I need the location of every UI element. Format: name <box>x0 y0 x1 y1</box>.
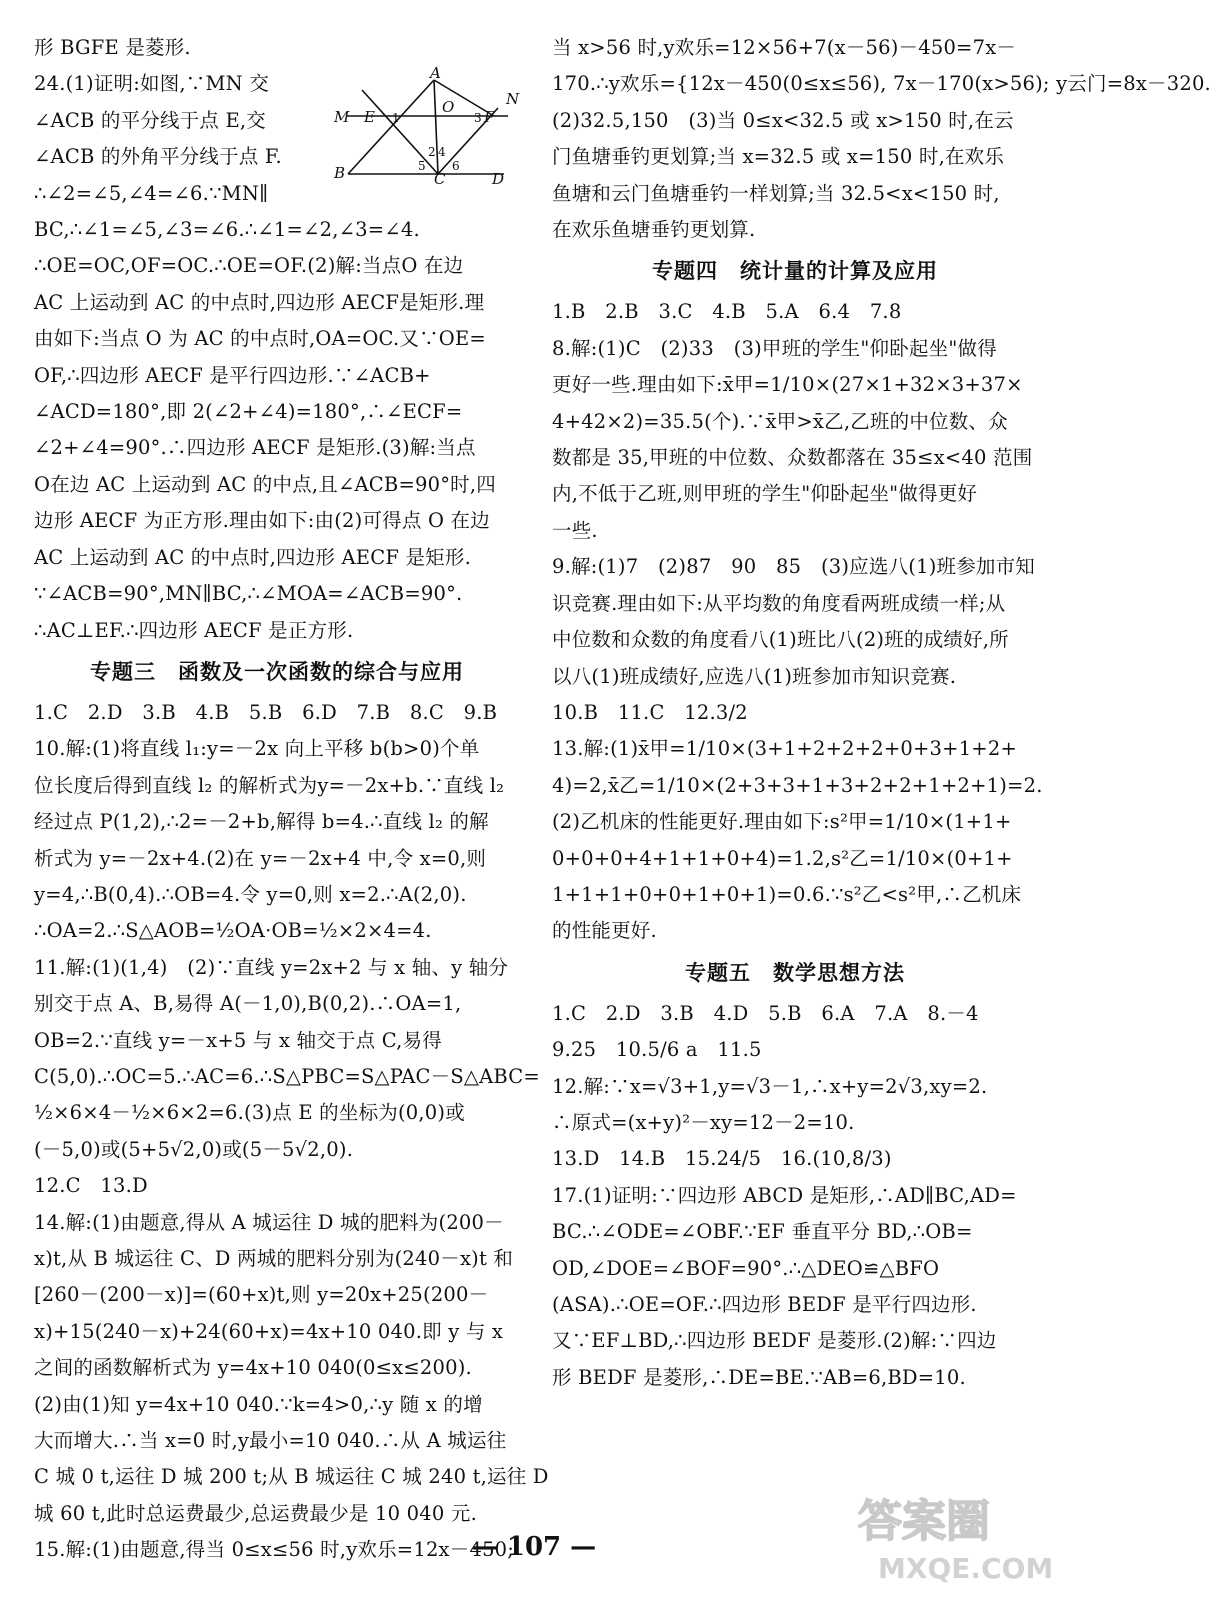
text-line: 13.D 14.B 15.24/5 16.(10,8/3) <box>552 1147 892 1171</box>
text-line: 析式为 y=－2x+4.(2)在 y=－2x+4 中,令 x=0,则 <box>34 846 487 870</box>
figure-label: F <box>484 108 495 126</box>
text-line: AC 上运动到 AC 的中点时,四边形 AECF 是矩形. <box>34 545 471 569</box>
text-line: (2)乙机床的性能更好.理由如下:s²甲=1/10×(1+1+ <box>552 810 1012 834</box>
figure-label: 6 <box>452 159 460 173</box>
text-line: ∠ACB 的平分线于点 E,交 <box>34 108 267 132</box>
text-line: 中位数和众数的角度看八(1)班比八(2)班的成绩好,所 <box>552 628 1009 652</box>
text-line: OB=2.∵直线 y=－x+5 与 x 轴交于点 C,易得 <box>34 1028 442 1052</box>
text-line: 0+0+0+4+1+1+0+4)=1.2,s²乙=1/10×(0+1+ <box>552 846 1013 870</box>
text-line: 9.解:(1)7 (2)87 90 85 (3)应选八(1)班参加市知 <box>552 555 1036 579</box>
text-line: 内,不低于乙班,则甲班的学生"仰卧起坐"做得更好 <box>552 482 978 506</box>
figure-label: 4 <box>438 145 446 159</box>
watermark-logo <box>850 1478 1054 1588</box>
text-line: ∠ACB 的外角平分线于点 F. <box>34 145 282 169</box>
figure-label: D <box>492 170 505 188</box>
text-line: ½×6×4－½×6×2=6.(3)点 E 的坐标为(0,0)或 <box>34 1101 465 1125</box>
text-line: 1.C 2.D 3.B 4.B 5.B 6.D 7.B 8.C 9.B <box>34 700 498 724</box>
text-line: ∴AC⊥EF.∴四边形 AECF 是正方形. <box>34 618 354 642</box>
text-line: ∴∠2=∠5,∠4=∠6.∵MN∥ <box>34 181 269 205</box>
text-line: 位长度后得到直线 l₂ 的解析式为y=－2x+b.∵直线 l₂ <box>34 773 505 797</box>
line-ac <box>434 80 438 174</box>
text-line: 4)=2,x̄乙=1/10×(2+3+3+1+3+2+2+1+2+1)=2. <box>552 773 1043 797</box>
text-line: 经过点 P(1,2),∴2=－2+b,解得 b=4.∴直线 l₂ 的解 <box>34 810 489 834</box>
text-line: O在边 AC 上运动到 AC 的中点,且∠ACB=90°时,四 <box>34 472 496 496</box>
text-line: 当 x>56 时,y欢乐=12×56+7(x－56)－450=7x－ <box>552 36 1017 59</box>
text-line: 别交于点 A、B,易得 A(－1,0),B(0,2).∴OA=1, <box>34 992 462 1016</box>
text-line: 门鱼塘垂钓更划算;当 x=32.5 或 x=150 时,在欢乐 <box>552 145 1005 169</box>
figure-label: C <box>434 170 446 188</box>
right-column <box>552 30 1211 1396</box>
text-line: 在欢乐鱼塘垂钓更划算. <box>552 218 756 242</box>
text-line: BC.∴∠ODE=∠OBF.∵EF 垂直平分 BD,∴OB= <box>552 1220 973 1244</box>
text-line: C(5,0).∴OC=5.∴AC=6.∴S△PBC=S△PAC－S△ABC= <box>34 1064 540 1088</box>
text-line: y=4,∴B(0,4).∴OB=4.令 y=0,则 x=2.∴A(2,0). <box>34 882 467 906</box>
text-line: ∴原式=(x+y)²－xy=12－2=10. <box>552 1110 855 1134</box>
text-line: 15.解:(1)由题意,得当 0≤x≤56 时,y欢乐=12x－450; <box>34 1538 515 1562</box>
text-line: 12.解:∵x=√3+1,y=√3－1,∴x+y=2√3,xy=2. <box>552 1074 988 1098</box>
figure-label: O <box>442 98 455 116</box>
text-line: 识竞赛.理由如下:从平均数的角度看两班成绩一样;从 <box>552 591 1006 615</box>
text-line: x)+15(240－x)+24(60+x)=4x+10 040.即 y 与 x <box>34 1319 504 1343</box>
text-line: 1.B 2.B 3.C 4.B 5.A 6.4 7.8 <box>552 300 902 324</box>
line-ce <box>362 90 438 174</box>
text-line: 由如下:当点 O 为 AC 的中点时,OA=OC.又∵OE= <box>34 327 486 351</box>
text-line: x)t,从 B 城运往 C、D 两城的肥料分别为(240－x)t 和 <box>34 1247 514 1270</box>
text-line: 8.解:(1)C (2)33 (3)甲班的学生"仰卧起坐"做得 <box>552 336 997 360</box>
figure-label: 1 <box>392 111 400 125</box>
figure-label: A <box>430 64 441 82</box>
geometry-figure <box>334 66 520 186</box>
figure-label: 3 <box>474 111 482 125</box>
text-line: 10.B 11.C 12.3/2 <box>552 700 748 724</box>
text-line: ∠2+∠4=90°.∴四边形 AECF 是矩形.(3)解:当点 <box>34 436 476 460</box>
text-line: 城 60 t,此时总运费最少,总运费最少是 10 040 元. <box>34 1501 477 1525</box>
text-line: 9.25 10.5/6 a 11.5 <box>552 1038 762 1062</box>
figure-label: 2 <box>428 145 436 159</box>
text-line: ∴OE=OC,OF=OC.∴OE=OF.(2)解:当点O 在边 <box>34 254 464 278</box>
text-line: 170.∴y欢乐={12x－450(0≤x≤56), 7x－170(x>56); y云门=8x－320. <box>552 72 1211 96</box>
page-number: — 107 — <box>471 1532 597 1562</box>
text-line: 形 BGFE 是菱形. <box>34 36 191 59</box>
text-line: [260－(200－x)]=(60+x)t,则 y=20x+25(200－ <box>34 1283 489 1307</box>
text-line: 之间的函数解析式为 y=4x+10 040(0≤x≤200). <box>34 1356 472 1380</box>
text-line: 大而增大.∴当 x=0 时,y最小=10 040.∴从 A 城运往 <box>34 1429 507 1453</box>
text-line: 4+42×2)=35.5(个).∵x̄甲>x̄乙,乙班的中位数、众 <box>552 409 1008 433</box>
text-line: ∠ACD=180°,即 2(∠2+∠4)=180°,∴∠ECF= <box>34 400 463 424</box>
figure-label: E <box>364 108 375 126</box>
text-line: 的性能更好. <box>552 919 657 943</box>
text-line: 形 BEDF 是菱形,∴DE=BE.∵AB=6,BD=10. <box>552 1365 966 1389</box>
figure-label: B <box>334 164 346 182</box>
figure-label: M <box>334 108 350 126</box>
text-line: 边形 AECF 为正方形.理由如下:由(2)可得点 O 在边 <box>34 509 490 533</box>
text-line: BC,∴∠1=∠5,∠3=∠6.∴∠1=∠2,∠3=∠4. <box>34 218 420 242</box>
text-line: 11.解:(1)(1,4) (2)∵直线 y=2x+2 与 x 轴、y 轴分 <box>34 955 509 979</box>
text-line: OF,∴四边形 AECF 是平行四边形.∵∠ACB+ <box>34 363 431 387</box>
section-heading: 专题四 统计量的计算及应用 <box>652 259 938 284</box>
text-line: 13.解:(1)x̄甲=1/10×(3+1+2+2+2+0+3+1+2+ <box>552 737 1017 761</box>
text-line: (－5,0)或(5+5√2,0)或(5－5√2,0). <box>34 1137 354 1161</box>
text-line: 鱼塘和云门鱼塘垂钓一样划算;当 32.5<x<150 时, <box>552 181 1000 205</box>
section-heading: 专题三 函数及一次函数的综合与应用 <box>90 659 464 684</box>
text-line: 14.解:(1)由题意,得从 A 城运往 D 城的肥料为(200－ <box>34 1210 504 1234</box>
text-line: (2)由(1)知 y=4x+10 040.∵k=4>0,∴y 随 x 的增 <box>34 1392 483 1416</box>
text-line: 又∵EF⊥BD,∴四边形 BEDF 是菱形.(2)解:∵四边 <box>552 1329 997 1353</box>
figure-label: 5 <box>418 159 426 173</box>
watermark-bottom: MXQE.COM <box>878 1552 1054 1585</box>
text-line: 1+1+1+0+0+1+0+1)=0.6.∵s²乙<s²甲,∴乙机床 <box>552 882 1022 906</box>
section-heading: 专题五 数学思想方法 <box>685 960 905 985</box>
text-line: ∵∠ACB=90°,MN∥BC,∴∠MOA=∠ACB=90°. <box>34 582 463 606</box>
text-line: 以八(1)班成绩好,应选八(1)班参加市知识竞赛. <box>552 664 957 688</box>
text-line: 1.C 2.D 3.B 4.D 5.B 6.A 7.A 8.－4 <box>552 1001 979 1025</box>
text-line: OD,∠DOE=∠BOF=90°.∴△DEO≌△BFO <box>552 1256 940 1280</box>
figure-label: N <box>506 90 520 108</box>
text-line: (2)32.5,150 (3)当 0≤x<32.5 或 x>150 时,在云 <box>552 108 1014 132</box>
text-line: 24.(1)证明:如图,∵MN 交 <box>34 72 270 96</box>
text-line: 12.C 13.D <box>34 1174 148 1198</box>
text-line: ∴OA=2.∴S△AOB=½OA·OB=½×2×4=4. <box>34 919 432 943</box>
text-line: C 城 0 t,运往 D 城 200 t;从 B 城运往 C 城 240 t,运往 D <box>34 1465 549 1489</box>
text-line: 数都是 35,甲班的中位数、众数都落在 35≤x<40 范围 <box>552 446 1033 470</box>
text-line: 更好一些.理由如下:x̄甲=1/10×(27×1+32×3+37× <box>552 373 1023 397</box>
text-line: AC 上运动到 AC 的中点时,四边形 AECF是矩形.理 <box>34 290 485 314</box>
text-line: 17.(1)证明:∵四边形 ABCD 是矩形,∴AD∥BC,AD= <box>552 1183 1017 1207</box>
text-line: (ASA).∴OE=OF.∴四边形 BEDF 是平行四边形. <box>552 1293 977 1316</box>
watermark-top: 答案圈 <box>858 1496 990 1547</box>
text-line: 一些. <box>552 518 598 542</box>
text-line: 10.解:(1)将直线 l₁:y=－2x 向上平移 b(b>0)个单 <box>34 737 480 761</box>
